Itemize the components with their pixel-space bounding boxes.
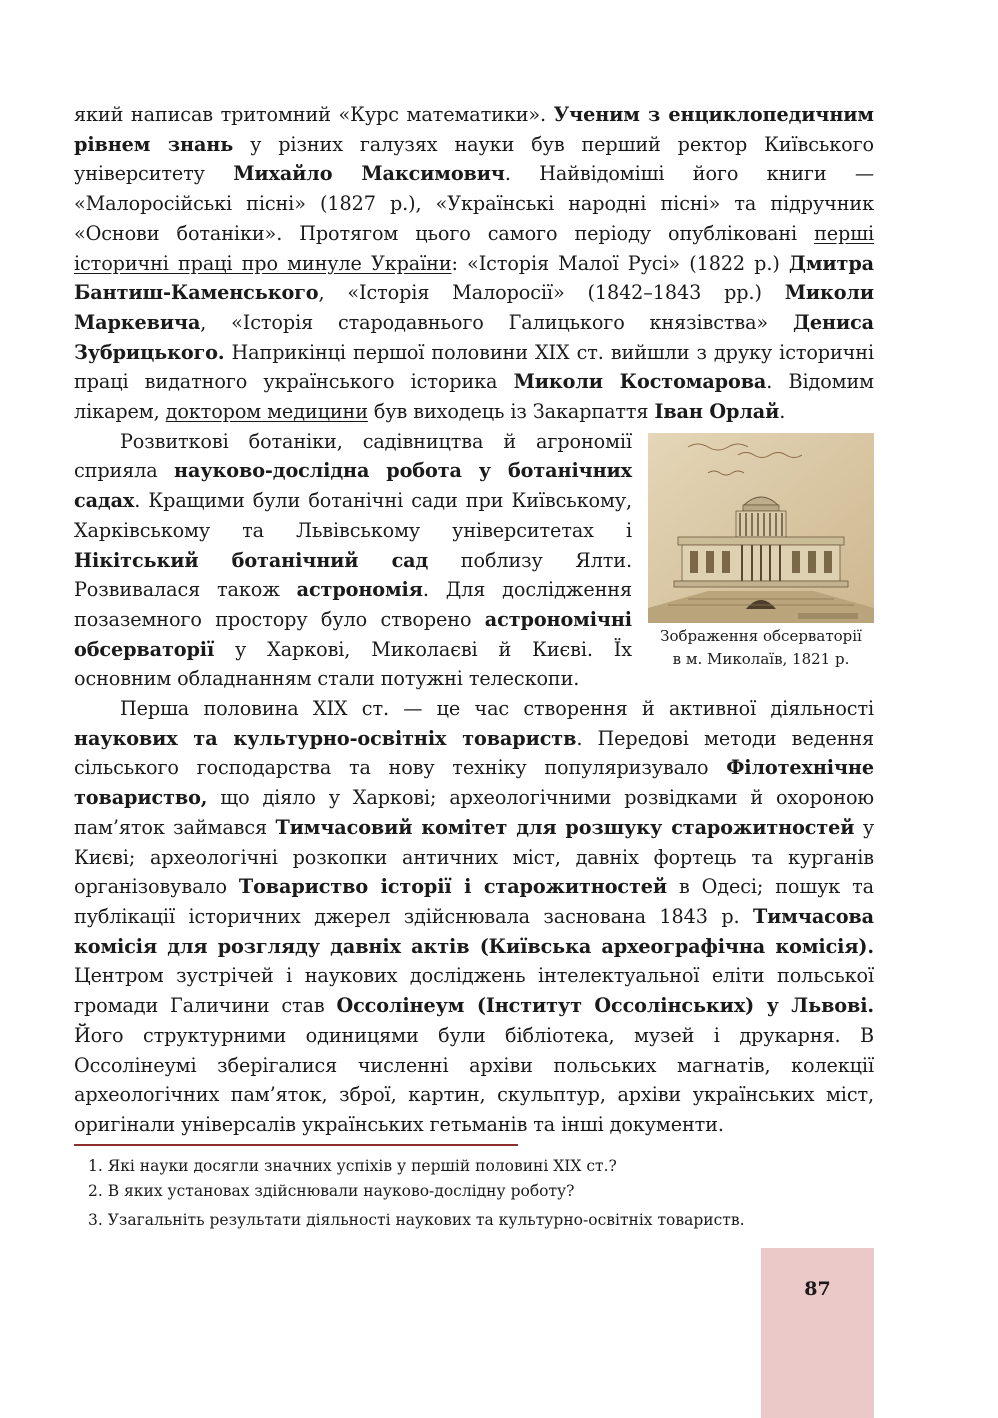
bold-term: Миколи Костомарова bbox=[513, 370, 767, 394]
bold-term: Дмитра Бантиш-Каменського bbox=[74, 251, 874, 305]
bold-term: астрономія bbox=[296, 578, 423, 602]
bold-term: науково-дослідна робота у ботанічних садах bbox=[74, 459, 632, 513]
observatory-drawing bbox=[648, 433, 874, 623]
question-item: 3. Узагальніть результати діяльності наукових та культурно-освітніх товариств. bbox=[88, 1210, 745, 1229]
page-number-box bbox=[761, 1248, 874, 1418]
observatory-figure bbox=[648, 433, 874, 671]
underlined-phrase: доктором медицини bbox=[165, 400, 368, 424]
paragraph-3: Перша половина XIX ст. — це час створення й активної діяльності наукових та культурно-освітніх товариств. Передові методи ведення сільського господарства та нову техніку популяризувало Філотехнічне товариство, що діяло у Харкові; археологічними розвідками й охороною пам’яток займався Тимчасовий комітет для розшуку старожитностей у Києві; археологічні розкопки античних міст, давніх фортець та курганів організовувало Товариство історії і старожитностей в Одесі; пошук та публікації історичних джерел здійснювала заснована 1843 р. Тимчасова комісія для розгляду давніх актів (Київська археографічна комісія). Центром зустрічей і наукових досліджень інтелектуальної еліти польської громади Галичини став Оссолінеум (Інститут Оссолінських) у Львові. Його структурними одиницями були бібліотека, музей і друкарня. В Оссолінеумі зберігалися численні архіви польських магнатів, колекції археологічних пам’яток, зброї, картин, скульптур, архіви українських міст, оригінали універсалів українських гетьманів та інші документи. bbox=[74, 697, 875, 1136]
bold-term: наукових та культурно-освітніх товариств bbox=[74, 726, 577, 750]
bold-term: Тимчасова комісія для розгляду давніх актів (Київська археографічна комісія). bbox=[74, 904, 874, 958]
figure-caption: Зображення обсерваторії в м. Миколаїв, 1821 р. bbox=[660, 626, 862, 668]
page-content bbox=[74, 100, 874, 1233]
paragraph-1: який написав тритомний «Курс математики». Ученим з енциклопедичним рівнем знань у різних галузях науки був перший ректор Київського університету Михайло Максимович. Найвідоміші його книги — «Малоросійські пісні» (1827 р.), «Українські народні пісні» та підручник «Основи ботаніки». Протягом цього самого періоду опубліковані перші історичні праці про минуле України: «Історія Малої Русі» (1822 р.) Дмитра Бантиш-Каменського, «Історія Малоросії» (1842–1843 рр.) Миколи Маркевича, «Історія стародавнього Галицького князівства» Дениса Зубрицького. Наприкінці першої половини XIX ст. вийшли з друку історичні праці видатного українського історика Миколи Костомарова. Відомим лікарем, доктором медицини був виходець із Закарпаття Іван Орлай. bbox=[74, 103, 875, 424]
underlined-phrase: перші історичні праці про минуле України bbox=[74, 221, 874, 275]
bold-term: Михайло Максимович bbox=[233, 162, 505, 186]
bold-term: Оссолінеум (Інститут Оссолінських) у Львові. bbox=[336, 994, 875, 1018]
bold-term: Дениса Зубрицького. bbox=[74, 310, 874, 364]
bold-term: Нікітський ботанічний сад bbox=[74, 548, 429, 572]
bold-term: астрономічні обсерваторії bbox=[74, 607, 632, 661]
page-number: 87 bbox=[804, 1278, 831, 1300]
question-item: 1. Які науки досягли значних успіхів у першій половині XIX ст.? bbox=[88, 1156, 617, 1175]
paragraph-2: Розвиткові ботаніки, садівництва й агрономії сприяла науково-дослідна робота у ботанічних садах. Кращими були ботанічні сади при Київському, Харківському та Львівському університетах і Нікітський ботанічний сад поблизу Ялти. Розвивалася також астрономія. Для дослідження позаземного простору було створено астрономічні обсерваторії у Харкові, Миколаєві й Києві. Їх основним обладнанням стали потужні телескопи. bbox=[74, 429, 632, 691]
bold-term: Ученим з енциклопедичним рівнем знань bbox=[74, 103, 874, 156]
bold-term: Миколи Маркевича bbox=[74, 281, 874, 334]
bold-term: Тимчасовий комітет для розшуку старожитностей bbox=[275, 815, 855, 839]
bold-term: Товариство історії і старожитностей bbox=[238, 875, 668, 899]
bold-term: Іван Орлай bbox=[654, 400, 780, 424]
bold-term: Філотехнічне товариство, bbox=[74, 756, 874, 810]
questions-list bbox=[74, 1154, 874, 1233]
question-item: 2. В яких установах здійснювали науково-дослідну роботу? bbox=[88, 1181, 575, 1200]
section-divider bbox=[74, 1144, 518, 1146]
